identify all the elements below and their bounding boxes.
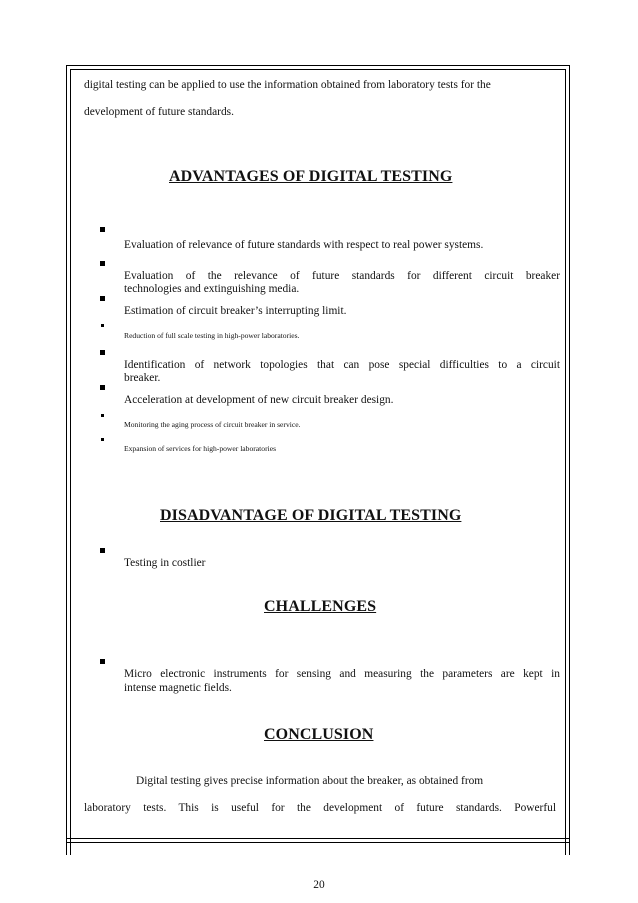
- bullet-icon: [100, 296, 105, 301]
- list-item: Testing in costlier: [124, 557, 206, 569]
- page-border-bottom: [66, 838, 570, 843]
- bullet-icon: [100, 350, 105, 355]
- bullet-icon: [100, 385, 105, 390]
- list-item-continued: technologies and extinguishing media.: [124, 283, 300, 295]
- intro-line-1: digital testing can be applied to use the information obtained from laboratory tests for the: [84, 79, 491, 91]
- advantages-heading: ADVANTAGES OF DIGITAL TESTING: [169, 168, 453, 185]
- list-item: Monitoring the aging process of circuit breaker in service.: [124, 420, 301, 429]
- conclusion-line-1: Digital testing gives precise information about the breaker, as obtained from: [136, 775, 484, 787]
- list-item-continued: intense magnetic fields.: [124, 682, 232, 694]
- bullet-icon: [100, 548, 105, 553]
- intro-line-2: development of future standards.: [84, 106, 234, 118]
- list-item: Identification of network topologies that can pose special difficulties to a circuit: [124, 359, 560, 371]
- list-item: Evaluation of the relevance of future standards for different circuit breaker: [124, 270, 560, 282]
- conclusion-heading: CONCLUSION: [264, 726, 374, 743]
- bullet-icon: [101, 438, 104, 441]
- bullet-icon: [100, 227, 105, 232]
- list-item: Estimation of circuit breaker’s interrupting limit.: [124, 305, 347, 317]
- bullet-icon: [101, 324, 104, 327]
- bullet-icon: [100, 659, 105, 664]
- conclusion-line-2: laboratory tests. This is useful for the development of future standards. Powerful: [84, 802, 556, 814]
- bullet-icon: [100, 261, 105, 266]
- bullet-icon: [101, 414, 104, 417]
- list-item: Reduction of full scale testing in high-power laboratories.: [124, 331, 300, 340]
- list-item: Acceleration at development of new circuit breaker design.: [124, 394, 394, 406]
- list-item: Evaluation of relevance of future standards with respect to real power systems.: [124, 239, 484, 251]
- list-item-continued: breaker.: [124, 372, 161, 384]
- list-item: Micro electronic instruments for sensing and measuring the parameters are kept in: [124, 668, 560, 680]
- list-item: Expansion of services for high-power laboratories: [124, 444, 277, 453]
- challenges-heading: CHALLENGES: [264, 598, 377, 615]
- page-number: 20: [313, 879, 325, 891]
- disadvantage-heading: DISADVANTAGE OF DIGITAL TESTING: [160, 507, 462, 524]
